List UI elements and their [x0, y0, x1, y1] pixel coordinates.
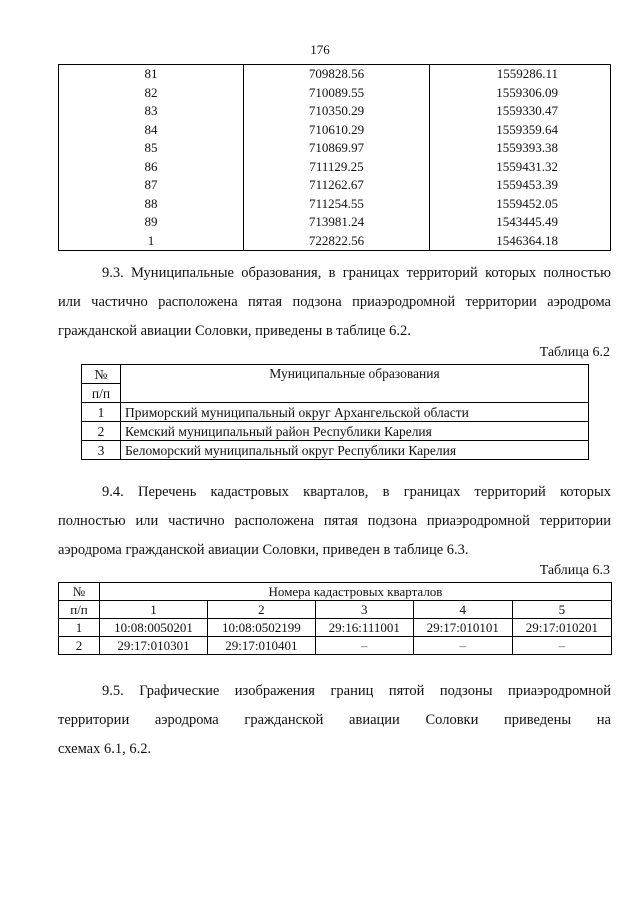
table-cell: 29:17:010301: [100, 637, 208, 655]
table-cell: 1559431.32: [430, 158, 611, 177]
table-cell: 2: [59, 637, 100, 655]
coordinates-table: [58, 64, 611, 251]
table-cell: Приморский муниципальный округ Архангельской области: [121, 403, 589, 422]
table-row: [59, 213, 611, 232]
table-cell: Кемский муниципальный район Республики Карелия: [121, 422, 589, 441]
table-cell: 81: [59, 65, 244, 84]
table-cell: 1: [59, 619, 100, 637]
table-cell: 29:17:010101: [413, 619, 512, 637]
sub-header: 3: [315, 601, 413, 619]
paragraph-9-4: [58, 478, 611, 565]
table-row: [82, 403, 589, 422]
paragraph-line: территории аэродрома гражданской авиации Соловки приведены на: [58, 712, 611, 728]
table-cell: 10:08:0502199: [207, 619, 315, 637]
table-row: [59, 139, 611, 158]
sub-header: 2: [207, 601, 315, 619]
paragraph-line: 9.3. Муниципальные образования, в границах территорий которых полностью: [102, 265, 611, 281]
sub-header: 5: [512, 601, 611, 619]
paragraph-9-3: [58, 259, 611, 346]
page-number: 176: [310, 42, 330, 57]
table-cell: 1559393.38: [430, 139, 611, 158]
table-cell: 710089.55: [244, 84, 430, 103]
table-cell: 1: [59, 232, 244, 251]
table-cell: 1: [82, 403, 121, 422]
table-cell: 713981.24: [244, 213, 430, 232]
table-cell: 722822.56: [244, 232, 430, 251]
table-cell: 88: [59, 195, 244, 214]
table-row: [59, 637, 612, 655]
table-row: [59, 121, 611, 140]
paragraph-line: или частично расположена пятая подзона приаэродромной территории аэродрома: [58, 294, 611, 310]
table-cell: 711129.25: [244, 158, 430, 177]
column-header-number: №: [59, 583, 100, 601]
column-header-number-sub: п/п: [82, 384, 121, 403]
table-row: [59, 195, 611, 214]
table-row: [82, 422, 589, 441]
table-cell: 29:17:010401: [207, 637, 315, 655]
table-cell: 2: [82, 422, 121, 441]
table-cell: 1559453.39: [430, 176, 611, 195]
table-cell: 1559452.05: [430, 195, 611, 214]
table-cell: Беломорский муниципальный округ Республики Карелия: [121, 441, 589, 460]
table-cell: –: [413, 637, 512, 655]
table-row: [59, 176, 611, 195]
table-cell: 709828.56: [244, 65, 430, 84]
table-row: [82, 441, 589, 460]
paragraph-line: полностью или частично расположена пятая подзона приаэродромной территории: [58, 513, 611, 529]
table-cell: 1543445.49: [430, 213, 611, 232]
column-header-municipalities: Муниципальные образования: [121, 365, 589, 403]
table-cell: –: [512, 637, 611, 655]
table-cell: 85: [59, 139, 244, 158]
table-cell: 29:17:010201: [512, 619, 611, 637]
table-cell: 10:08:0050201: [100, 619, 208, 637]
table-cell: 83: [59, 102, 244, 121]
table-cell: 1546364.18: [430, 232, 611, 251]
paragraph-line: 9.5. Графические изображения границ пятой подзоны приаэродромной: [102, 683, 611, 699]
table-cell: 29:16:111001: [315, 619, 413, 637]
table-cell: 86: [59, 158, 244, 177]
table-cell: 89: [59, 213, 244, 232]
column-header-number-sub: п/п: [59, 601, 100, 619]
paragraph-line: схемах 6.1, 6.2.: [58, 741, 152, 757]
paragraph-9-5: [58, 677, 611, 764]
paragraph-line: 9.4. Перечень кадастровых кварталов, в границах территорий которых: [102, 484, 611, 500]
table-row: [59, 158, 611, 177]
table-row: [59, 232, 611, 251]
table-row: [59, 84, 611, 103]
table-6-2-caption: Таблица 6.2: [539, 345, 610, 360]
table-cell: 1559359.64: [430, 121, 611, 140]
table-cell: 711262.67: [244, 176, 430, 195]
table-cell: 3: [82, 441, 121, 460]
table-cell: 1559306.09: [430, 84, 611, 103]
municipalities-table: [81, 364, 589, 460]
column-header-cadastral: Номера кадастровых кварталов: [100, 583, 612, 601]
table-cell: 710350.29: [244, 102, 430, 121]
paragraph-line: гражданской авиации Соловки, приведены в таблице 6.2.: [58, 323, 411, 339]
table-row: [59, 65, 611, 84]
table-cell: 710869.97: [244, 139, 430, 158]
table-cell: 82: [59, 84, 244, 103]
sub-header: 4: [413, 601, 512, 619]
table-row: [59, 619, 612, 637]
sub-header: 1: [100, 601, 208, 619]
paragraph-line: аэродрома гражданской авиации Соловки, приведен в таблице 6.3.: [58, 542, 469, 558]
column-header-number: №: [82, 365, 121, 384]
table-cell: 84: [59, 121, 244, 140]
table-cell: 1559330.47: [430, 102, 611, 121]
table-cell: 1559286.11: [430, 65, 611, 84]
table-6-3-caption: Таблица 6.3: [539, 563, 610, 578]
table-row: [59, 102, 611, 121]
table-cell: 710610.29: [244, 121, 430, 140]
table-cell: 87: [59, 176, 244, 195]
table-cell: 711254.55: [244, 195, 430, 214]
table-cell: –: [315, 637, 413, 655]
cadastral-quarters-table: [58, 582, 612, 655]
